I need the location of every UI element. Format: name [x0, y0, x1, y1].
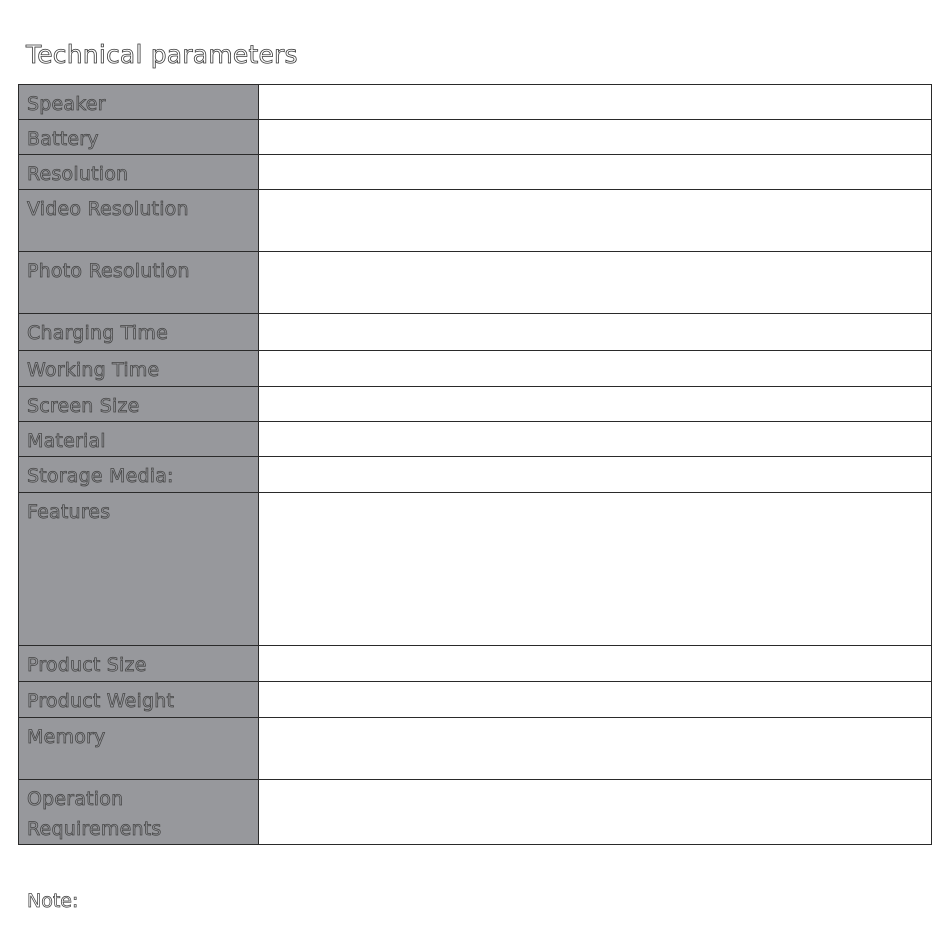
parameter-label: Features	[19, 493, 259, 646]
parameter-label: Resolution	[19, 155, 259, 190]
table-row-photo-resolution	[19, 252, 932, 314]
parameter-label: Video Resolution	[19, 190, 259, 252]
parameter-value	[259, 457, 932, 493]
parameter-value	[259, 190, 932, 252]
table-row-video-resolution	[19, 190, 932, 252]
parameter-label: Product Weight	[19, 682, 259, 718]
table-row-charging-time	[19, 314, 932, 351]
table-row-material	[19, 422, 932, 457]
parameter-label: Speaker	[19, 85, 259, 120]
parameter-value	[259, 646, 932, 682]
table-row-battery	[19, 120, 932, 155]
parameter-label: Working Time	[19, 351, 259, 387]
parameter-label: Operation Requirements	[19, 780, 259, 845]
parameter-value	[259, 718, 932, 780]
parameter-label: Memory	[19, 718, 259, 780]
parameter-label: Material	[19, 422, 259, 457]
table-row-product-weight	[19, 682, 932, 718]
table-row-product-size	[19, 646, 932, 682]
parameter-value	[259, 682, 932, 718]
table-row-working-time	[19, 351, 932, 387]
table-row-speaker	[19, 85, 932, 120]
parameter-value	[259, 493, 932, 646]
page-title: Technical parameters	[26, 40, 298, 69]
parameter-value	[259, 120, 932, 155]
table-row-resolution	[19, 155, 932, 190]
parameter-value	[259, 85, 932, 120]
technical-parameters-table	[18, 84, 932, 845]
parameter-value	[259, 155, 932, 190]
table-row-features	[19, 493, 932, 646]
parameter-value	[259, 314, 932, 351]
table-row-storage-media	[19, 457, 932, 493]
parameter-label: Charging Time	[19, 314, 259, 351]
table-row-operation-requirements	[19, 780, 932, 845]
parameter-label: Photo Resolution	[19, 252, 259, 314]
parameter-value	[259, 252, 932, 314]
table-row-memory	[19, 718, 932, 780]
parameter-value	[259, 351, 932, 387]
parameter-value	[259, 422, 932, 457]
parameter-label: Product Size	[19, 646, 259, 682]
parameter-label: Storage Media:	[19, 457, 259, 493]
parameter-label: Battery	[19, 120, 259, 155]
table-row-screen-size	[19, 387, 932, 422]
note-label: Note:	[27, 890, 79, 912]
parameter-value	[259, 387, 932, 422]
parameter-value	[259, 780, 932, 845]
parameter-label: Screen Size	[19, 387, 259, 422]
